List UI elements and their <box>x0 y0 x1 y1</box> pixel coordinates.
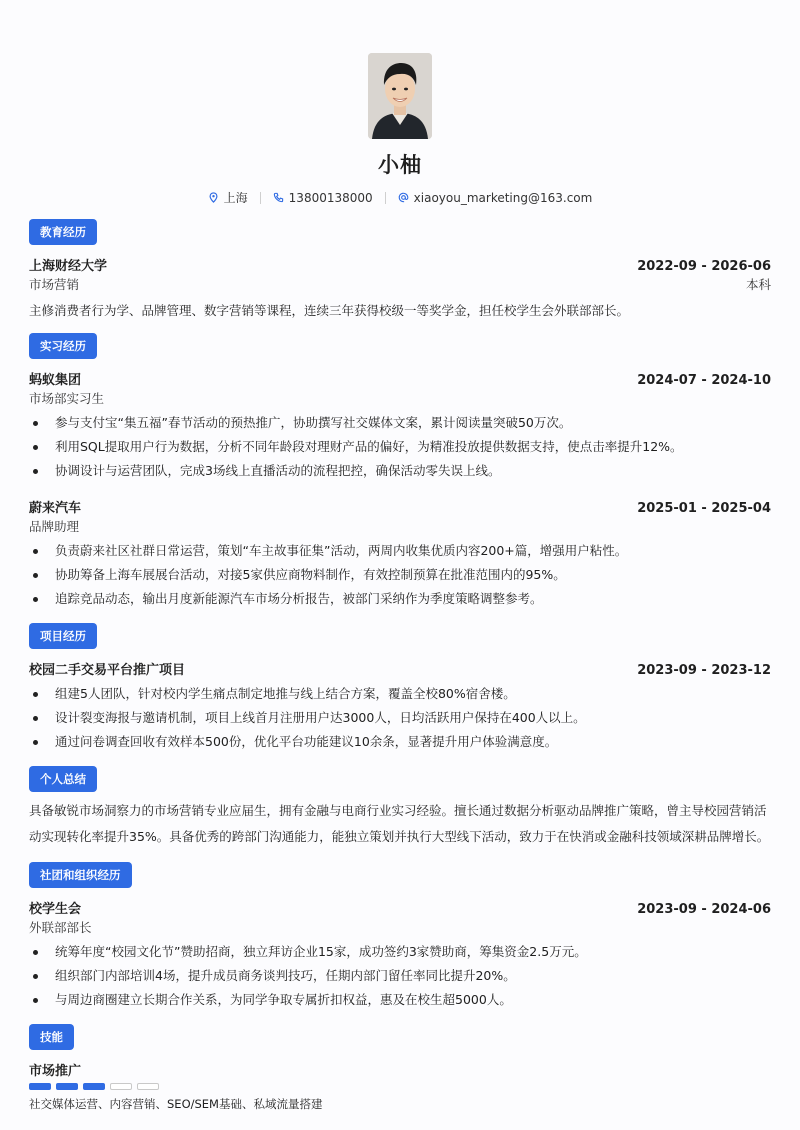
skill-bar-empty <box>137 1083 159 1090</box>
location-text: 上海 <box>223 191 248 205</box>
contact-info <box>0 189 800 206</box>
skills-section <box>29 1024 771 1112</box>
section-title-summary: 个人总结 <box>29 766 97 792</box>
projects-section <box>29 623 771 754</box>
summary-section <box>29 766 771 850</box>
section-title-internship: 实习经历 <box>29 333 97 359</box>
education-entry <box>29 255 771 321</box>
phone-icon <box>273 192 284 203</box>
section-title-clubs: 社团和组织经历 <box>29 862 132 888</box>
email-text: xiaoyou_marketing@163.com <box>413 190 593 205</box>
company-name: 蚂蚁集团 <box>29 373 82 388</box>
skill-name: 市场推广 <box>29 1064 82 1079</box>
internship-section <box>29 333 771 611</box>
list-item: 通过问卷调查回收有效样本500份，优化平台功能建议10余条，显著提升用户体验满意度。 <box>29 730 771 754</box>
skill-level-bars <box>29 1083 771 1090</box>
internship-entry <box>29 369 771 483</box>
list-item: 利用SQL提取用户行为数据，分析不同年龄段对理财产品的偏好，为精准投放提供数据支持，使点击率提升12%。 <box>29 435 771 459</box>
list-item: 负责蔚来社区社群日常运营，策划“车主故事征集”活动，两周内收集优质内容200+篇，增强用户粘性。 <box>29 539 771 563</box>
education-description: 主修消费者行为学、品牌管理、数字营销等课程，连续三年获得校级一等奖学金，担任校学生会外联部部长。 <box>29 303 630 318</box>
school-name: 上海财经大学 <box>29 259 108 274</box>
at-icon <box>398 192 409 203</box>
education-section <box>29 219 771 321</box>
contact-location <box>208 189 248 206</box>
list-item: 协调设计与运营团队，完成3场线上直播活动的流程把控，确保活动零失误上线。 <box>29 459 771 483</box>
entry-date: 2023-09 - 2024-06 <box>637 902 771 917</box>
bullet-list <box>29 940 771 1012</box>
bullet-list <box>29 539 771 611</box>
club-entry <box>29 898 771 1012</box>
contact-phone <box>273 191 373 205</box>
resume-header <box>0 0 800 206</box>
job-role: 市场部实习生 <box>29 391 105 406</box>
entry-date: 2025-01 - 2025-04 <box>637 501 771 516</box>
phone-text: 13800138000 <box>288 190 373 205</box>
club-role: 外联部部长 <box>29 920 92 935</box>
candidate-name: 小柚 <box>378 153 422 177</box>
contact-email <box>398 191 593 205</box>
company-name: 蔚来汽车 <box>29 501 82 516</box>
profile-photo <box>368 53 432 139</box>
section-title-education: 教育经历 <box>29 219 97 245</box>
entry-date: 2023-09 - 2023-12 <box>637 663 771 678</box>
project-entry <box>29 659 771 754</box>
skill-bar-filled <box>56 1083 78 1090</box>
entry-date: 2022-09 - 2026-06 <box>637 259 771 274</box>
project-name: 校园二手交易平台推广项目 <box>29 663 186 678</box>
skill-bar-empty <box>110 1083 132 1090</box>
divider <box>385 192 386 204</box>
list-item: 协助筹备上海车展展台活动，对接5家供应商物料制作，有效控制预算在批准范围内的95%。 <box>29 563 771 587</box>
skill-bar-filled <box>29 1083 51 1090</box>
clubs-section <box>29 862 771 1012</box>
bullet-list <box>29 682 771 754</box>
summary-text: 具备敏锐市场洞察力的市场营销专业应届生，拥有金融与电商行业实习经验。擅长通过数据分析驱动品牌推广策略，曾主导校园营销活动实现转化率提升35%。具备优秀的跨部门沟通能力，能独立策划并执行大型线下活动，致力于在快消或金融科技领域深耕品牌增长。 <box>29 803 770 844</box>
map-pin-icon <box>208 192 219 203</box>
list-item: 参与支付宝“集五福”春节活动的预热推广，协助撰写社交媒体文案，累计阅读量突破50万次。 <box>29 411 771 435</box>
section-title-skills: 技能 <box>29 1024 74 1050</box>
list-item: 组建5人团队，针对校内学生痛点制定地推与线上结合方案，覆盖全校80%宿舍楼。 <box>29 682 771 706</box>
job-role: 品牌助理 <box>29 519 80 534</box>
list-item: 统筹年度“校园文化节”赞助招商，独立拜访企业15家，成功签约3家赞助商，筹集资金2.5万元。 <box>29 940 771 964</box>
entry-date: 2024-07 - 2024-10 <box>637 373 771 388</box>
skill-bar-filled <box>83 1083 105 1090</box>
internship-entry <box>29 497 771 611</box>
major: 市场营销 <box>29 277 80 292</box>
list-item: 设计裂变海报与邀请机制，项目上线首月注册用户达3000人，日均活跃用户保持在400人以上。 <box>29 706 771 730</box>
organization-name: 校学生会 <box>29 902 82 917</box>
list-item: 组织部门内部培训4场，提升成员商务谈判技巧，任期内部门留任率同比提升20%。 <box>29 964 771 988</box>
list-item: 追踪竞品动态，输出月度新能源汽车市场分析报告，被部门采纳作为季度策略调整参考。 <box>29 587 771 611</box>
skill-description: 社交媒体运营、内容营销、SEO/SEM基础、私域流量搭建 <box>29 1097 323 1111</box>
degree: 本科 <box>745 277 771 292</box>
bullet-list <box>29 411 771 483</box>
divider <box>260 192 261 204</box>
list-item: 与周边商圈建立长期合作关系，为同学争取专属折扣权益，惠及在校生超5000人。 <box>29 988 771 1012</box>
section-title-projects: 项目经历 <box>29 623 97 649</box>
